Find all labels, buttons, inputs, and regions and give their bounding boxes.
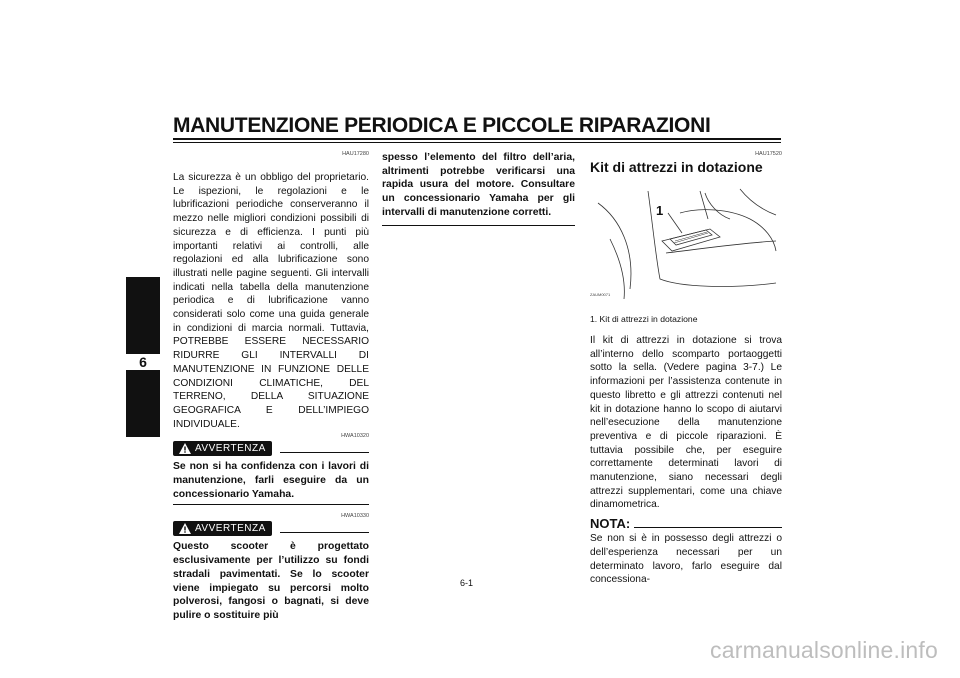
- warning-header: [173, 521, 369, 536]
- right-column: [590, 151, 782, 587]
- warning-header: [173, 441, 369, 456]
- figure-code: ZAUM0071: [590, 292, 611, 297]
- section-code: HAU17280: [342, 151, 369, 157]
- warning-end-rule: [382, 225, 575, 226]
- title-rule-thin: [173, 142, 781, 143]
- toolkit-figure: [590, 179, 782, 305]
- warning-badge: [173, 441, 272, 456]
- left-column: [173, 151, 369, 623]
- nota-text: Se non si è in possesso degli attrezzi o dell’esperienza necessari per un determinato lavoro, farlo eseguire dal concessiona-: [590, 533, 782, 586]
- chapter-number: 6: [126, 354, 160, 370]
- warning-code: HWA10320: [341, 433, 369, 440]
- toolkit-illustration: [590, 179, 782, 305]
- section-heading: Kit di attrezzi in dotazione: [590, 159, 763, 175]
- warning-label: AVVERTENZA: [195, 523, 266, 535]
- watermark: carmanualsonline.info: [710, 637, 938, 663]
- warning-label: AVVERTENZA: [195, 443, 266, 455]
- warning-badge: [173, 521, 272, 536]
- page-number: 6-1: [460, 578, 474, 588]
- warning-triangle-icon: [179, 523, 191, 534]
- warning-triangle-icon: [179, 443, 191, 454]
- warning-code: HWA10330: [341, 513, 369, 520]
- warning-text-continued: spesso l’elemento del filtro dell’aria, altrimenti potrebbe verificarsi una rapida usura del motore. Consultare un concessionario Yamaha per gli intervalli di manutenzione corretti.: [382, 152, 575, 218]
- title-rule: [173, 138, 781, 140]
- nota-label: NOTA:: [590, 516, 631, 532]
- nota-header: [590, 516, 782, 531]
- middle-column: [382, 151, 575, 226]
- warning-end-rule: [173, 504, 369, 505]
- page-title: MANUTENZIONE PERIODICA E PICCOLE RIPARAZIONI: [173, 114, 711, 137]
- toolkit-paragraph: Il kit di attrezzi in dotazione si trova all’interno dello scomparto portaoggetti sotto la sella. (Vedere pagina 3-7.) Le informazioni per l’assistenza contenute in questo libretto e gli attrezzi contenuti nel kit in dotazione hanno lo scopo di aiutarvi nell’esecuzione della manutenzione preventiva e di piccole riparazioni. È tuttavia possibile che, per eseguire correttamente determinati lavori di manutenzione, siano necessari degli attrezzi supplementari, come una chiave dinamometrica.: [590, 335, 782, 511]
- warning-text: Questo scooter è progettato esclusivamente per l’utilizzo su fondi stradali pavimentati. Se lo scooter viene impiegato su percorsi molto polverosi, fangosi o bagnati, si deve pulire o sostituire più: [173, 541, 369, 621]
- nota-rule: [634, 527, 782, 528]
- section-code: HAU17520: [755, 151, 782, 157]
- figure-callout: 1: [656, 203, 664, 218]
- warning-rule: [280, 532, 369, 533]
- figure-caption: 1. Kit di attrezzi in dotazione: [590, 314, 698, 324]
- warning-rule: [280, 452, 369, 453]
- warning-text: Se non si ha confidenza con i lavori di manutenzione, farli eseguire da un concessionario Yamaha.: [173, 461, 369, 500]
- intro-paragraph: La sicurezza è un obbligo del proprietario. Le ispezioni, le regolazioni e le lubrificazioni periodiche conserveranno il mezzo nelle migliori condizioni possibili di sicurezza e di efficienza. I punti più importanti relativi ai controlli, alle regolazioni ed alla lubrificazione sono illustrati nelle pagine seguenti. Gli intervalli indicati nella tabella della manutenzione periodica e di lubrificazione vanno considerati solo come una guida generale in condizioni di marcia normali. Tuttavia, POTREBBE ESSERE NECESSARIO RIDURRE GLI INTERVALLI DI MANUTENZIONE IN FUNZIONE DELLE CONDIZIONI CLIMATICHE, DEL TERRENO, DELLA SITUAZIONE GEOGRAFICA E DELL’IMPIEGO INDIVIDUALE.: [173, 172, 369, 430]
